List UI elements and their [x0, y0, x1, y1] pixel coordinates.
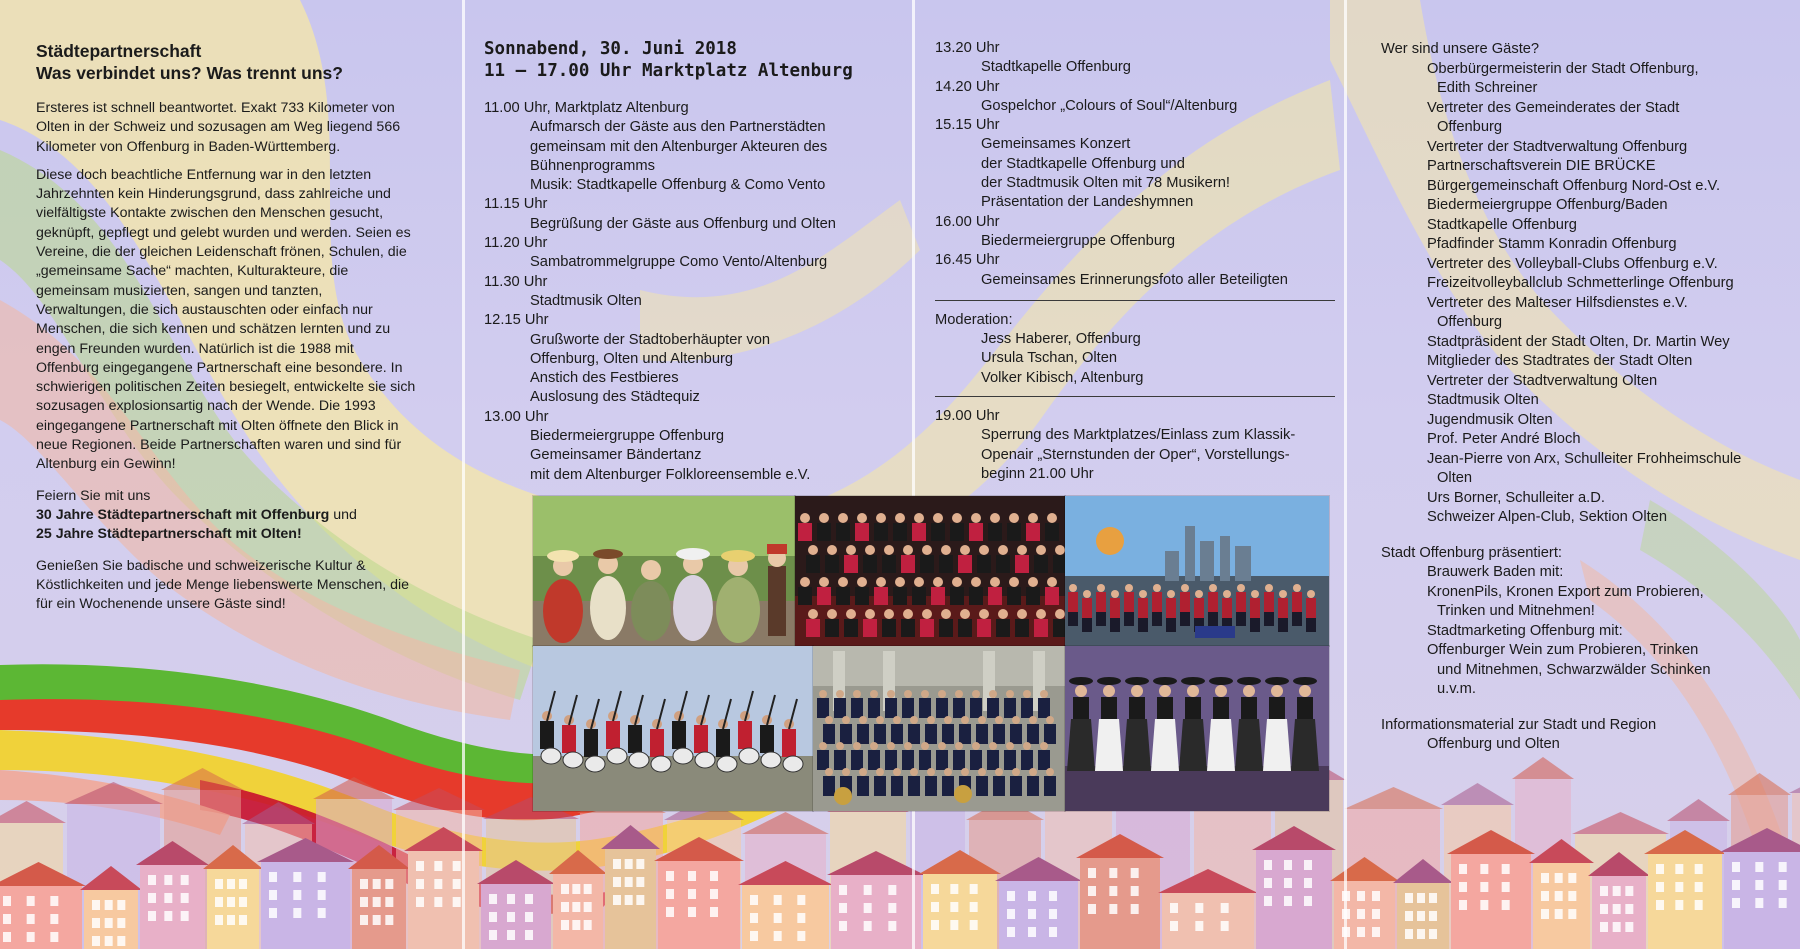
schedule-item: Präsentation der Landeshymnen	[981, 194, 1194, 211]
guest-item: Stadtmusik Olten	[1427, 392, 1539, 408]
schedule-item: gemeinsam mit den Altenburger Akteuren des	[530, 138, 828, 155]
guest-item: Freizeitvolleyballclub Schmetterlinge Offenburg	[1427, 275, 1734, 291]
schedule-item: Sambatrommelgruppe Como Vento/Altenburg	[530, 254, 828, 271]
photo-gospel-choir	[794, 495, 1066, 647]
evening-item: beginn 21.00 Uhr	[981, 465, 1094, 482]
guest-item: Vertreter des Malteser Hilfsdienstes e.V.	[1427, 294, 1688, 311]
schedule-time-location: 11 – 17.00 Uhr Marktplatz Altenburg	[484, 61, 853, 81]
panel-guests	[1381, 40, 1791, 755]
fold-line	[462, 0, 465, 949]
schedule-entry	[484, 408, 904, 485]
schedule-item: Gemeinsames Konzert	[981, 136, 1131, 153]
schedule-entry	[484, 311, 904, 407]
schedule-item: Gospelchor „Colours of Soul“/Altenburg	[981, 97, 1238, 114]
offenburg-heading: Stadt Offenburg präsentiert:	[1381, 544, 1562, 561]
guest-item: Mitglieder des Stadtrates der Stadt Olten	[1427, 353, 1693, 369]
schedule-time: 16.45 Uhr	[935, 252, 1000, 269]
celebrate-intro: Feiern Sie mit uns	[36, 487, 151, 504]
guest-item: Pfadfinder Stamm Konradin Offenburg	[1427, 236, 1677, 252]
schedule-time: 11.20 Uhr	[484, 235, 548, 252]
schedule-title	[484, 38, 904, 82]
schedule-entry	[484, 234, 904, 273]
moderator-name: Volker Kibisch, Altenburg	[981, 369, 1144, 386]
schedule-entry	[484, 273, 904, 312]
panel-schedule-1	[484, 38, 904, 485]
schedule-date: Sonnabend, 30. Juni 2018	[484, 39, 737, 59]
intro-title-line2: Was verbindet uns? Was trennt uns?	[36, 63, 343, 83]
schedule-time: 13.00 Uhr	[484, 408, 549, 425]
schedule-entry	[935, 116, 1335, 212]
divider	[935, 396, 1335, 397]
celebrate-offenburg: 30 Jahre Städtepartnerschaft mit Offenburg	[36, 506, 330, 523]
guest-item: Trinken und Mitnehmen!	[1437, 603, 1595, 619]
schedule-list	[484, 99, 904, 485]
schedule-item: der Stadtkapelle Offenburg und	[981, 155, 1185, 172]
photo-brass-band	[812, 645, 1066, 812]
intro-title	[36, 40, 416, 84]
guest-item: Offenburg	[1437, 119, 1503, 135]
celebrate-block	[36, 487, 416, 545]
intro-paragraph: Diese doch beachtliche Entfernung war in den letzten Jahrzehnten kein Hinderungsgrund, dass zahlreiche und vielfältigste Kontakte zwischen den Menschen gesucht, geknüpft, gepflegt und gelebt wurden und werden. Seien es Vereine, die der gleichen Leidenschaft frönen, Schulen, die „gemeinsame Sache“ machten, Kulturakteure, die gemeinsam musizierten, sangen und tanzten, Verwaltungen, die sich austauschten oder einfach nur Menschen, die sich kennen und schätzen lernten und zu engen Freunden wurden. Natürlich ist die 1988 mit Offenburg eingegangene Partnerschaft eine besondere. In schwierigen politischen Zeiten besiegelt, entwickelte sie sich sozusagen explosionsartig nach der Wende. Die 1993 eingegangene Partnerschaft mit Olten öffnete den Blick in neue Regionen. Beide Partnerschaften waren und sind für Altenburg ein Gewinn!	[36, 166, 416, 473]
guest-list	[1381, 60, 1791, 528]
evening-time: 19.00 Uhr	[935, 408, 1000, 425]
guest-item: Brauwerk Baden mit:	[1427, 564, 1564, 580]
panel-schedule-2	[935, 39, 1335, 484]
guest-item: Stadtkapelle Offenburg	[1427, 216, 1577, 233]
schedule-time: 11.30 Uhr	[484, 273, 548, 290]
schedule-list	[935, 39, 1335, 290]
schedule-item: Begrüßung der Gäste aus Offenburg und Olten	[530, 215, 836, 232]
guest-item: Edith Schreiner	[1437, 80, 1538, 96]
schedule-item: Biedermeiergruppe Offenburg	[981, 232, 1176, 249]
schedule-item: mit dem Altenburger Folkloreensemble e.V.	[530, 466, 811, 483]
intro-closing: Genießen Sie badische und schweizerische Kultur & Köstlichkeiten und jede Menge liebenswerte Menschen, die für ein Wochenende unsere Gäste sind!	[36, 557, 410, 613]
schedule-item: der Stadtmusik Olten mit 78 Musikern!	[981, 175, 1230, 192]
info-line: Offenburg und Olten	[1427, 736, 1560, 752]
schedule-entry	[935, 213, 1335, 252]
guest-item: Vertreter des Volleyball-Clubs Offenburg e.V.	[1427, 255, 1718, 272]
intro-body	[36, 99, 416, 614]
guest-item: Schweizer Alpen-Club, Sektion Olten	[1427, 509, 1668, 525]
offenburg-presents-list	[1381, 563, 1791, 700]
schedule-entry	[484, 99, 904, 195]
guest-item: Stadtpräsident der Stadt Olten, Dr. Martin Wey	[1427, 333, 1730, 350]
schedule-time: 12.15 Uhr	[484, 312, 549, 329]
schedule-entry	[935, 39, 1335, 78]
celebrate-olten: 25 Jahre Städtepartnerschaft mit Olten!	[36, 526, 302, 543]
schedule-entry	[935, 78, 1335, 117]
schedule-item: Stadtkapelle Offenburg	[981, 59, 1131, 76]
schedule-entry	[484, 195, 904, 234]
divider	[935, 300, 1335, 301]
schedule-item: Biedermeiergruppe Offenburg	[530, 428, 725, 445]
evening-item: Sperrung des Marktplatzes/Einlass zum Klassik-	[981, 427, 1296, 444]
info-line: Informationsmaterial zur Stadt und Region	[1381, 716, 1657, 733]
intro-paragraph: Ersteres ist schnell beantwortet. Exakt 733 Kilometer von Olten in der Schweiz und sozusagen am Weg liegend 566 Kilometer von Offenburg in Baden-Württemberg.	[36, 100, 401, 155]
guest-item: u.v.m.	[1437, 681, 1476, 697]
schedule-item: Anstich des Festbieres	[530, 370, 679, 387]
guest-item: KronenPils, Kronen Export zum Probieren,	[1427, 583, 1704, 600]
guest-item: Offenburg	[1437, 314, 1503, 330]
moderator-name: Jess Haberer, Offenburg	[981, 331, 1141, 348]
guest-item: Partnerschaftsverein DIE BRÜCKE	[1427, 158, 1656, 174]
guest-item: Vertreter der Stadtverwaltung Olten	[1427, 372, 1658, 389]
guest-item: Offenburger Wein zum Probieren, Trinken	[1427, 642, 1699, 658]
evening-item: Openair „Sternstunden der Oper“, Vorstellungs-	[981, 446, 1290, 463]
schedule-item: Stadtmusik Olten	[530, 292, 642, 309]
moderation-block	[935, 311, 1335, 388]
schedule-item: Musik: Stadtkapelle Offenburg & Como Vento	[530, 177, 826, 194]
guest-item: Vertreter der Stadtverwaltung Offenburg	[1427, 138, 1688, 155]
guest-item: Jugendmusik Olten	[1427, 411, 1553, 428]
schedule-item: Bühnenprogramms	[530, 157, 655, 174]
schedule-item: Aufmarsch der Gäste aus den Partnerstädten	[530, 119, 826, 136]
guest-item: Oberbürgermeisterin der Stadt Offenburg,	[1427, 60, 1699, 77]
evening-block	[935, 407, 1335, 484]
schedule-item: Offenburg, Olten und Altenburg	[530, 350, 734, 367]
schedule-item: Grußworte der Stadtoberhäupter von	[530, 331, 771, 348]
schedule-time: 11.00 Uhr, Marktplatz Altenburg	[484, 100, 689, 116]
guest-item: Bürgergemeinschaft Offenburg Nord-Ost e.V.	[1427, 177, 1721, 194]
schedule-item: Auslosung des Städtequiz	[530, 389, 700, 406]
guest-item: Olten	[1437, 470, 1473, 486]
guest-item: Stadtmarketing Offenburg mit:	[1427, 622, 1623, 639]
schedule-entry	[935, 251, 1335, 290]
guest-item: Prof. Peter André Bloch	[1427, 431, 1581, 447]
guest-item: Vertreter des Gemeinderates der Stadt	[1427, 99, 1680, 116]
celebrate-and: und	[329, 506, 357, 523]
fold-line	[1344, 0, 1347, 949]
schedule-item: Gemeinsames Erinnerungsfoto aller Beteiligten	[981, 271, 1288, 288]
guest-item: Urs Borner, Schulleiter a.D.	[1427, 489, 1605, 506]
intro-title-line1: Städtepartnerschaft	[36, 41, 202, 61]
photo-black-forest-dancers	[1064, 645, 1330, 812]
guest-item: Jean-Pierre von Arx, Schulleiter Frohheimschule	[1427, 450, 1742, 467]
guest-item: und Mitnehmen, Schwarzwälder Schinken	[1437, 661, 1711, 678]
panel-intro	[36, 40, 416, 623]
photo-samba-drummers	[532, 645, 814, 812]
moderator-name: Ursula Tschan, Olten	[981, 350, 1118, 367]
schedule-time: 16.00 Uhr	[935, 213, 1000, 230]
moderation-label: Moderation:	[935, 311, 1013, 328]
schedule-time: 11.15 Uhr	[484, 196, 548, 213]
schedule-time: 13.20 Uhr	[935, 40, 1000, 56]
photo-band-skyline	[1064, 495, 1330, 647]
schedule-item: Gemeinsamer Bändertanz	[530, 447, 702, 464]
schedule-time: 15.15 Uhr	[935, 117, 1000, 134]
photo-collage	[532, 495, 1328, 810]
photo-biedermeier-costumes	[532, 495, 796, 647]
guest-item: Biedermeiergruppe Offenburg/Baden	[1427, 197, 1668, 213]
guests-heading: Wer sind unsere Gäste?	[1381, 41, 1540, 57]
schedule-time: 14.20 Uhr	[935, 78, 1000, 95]
